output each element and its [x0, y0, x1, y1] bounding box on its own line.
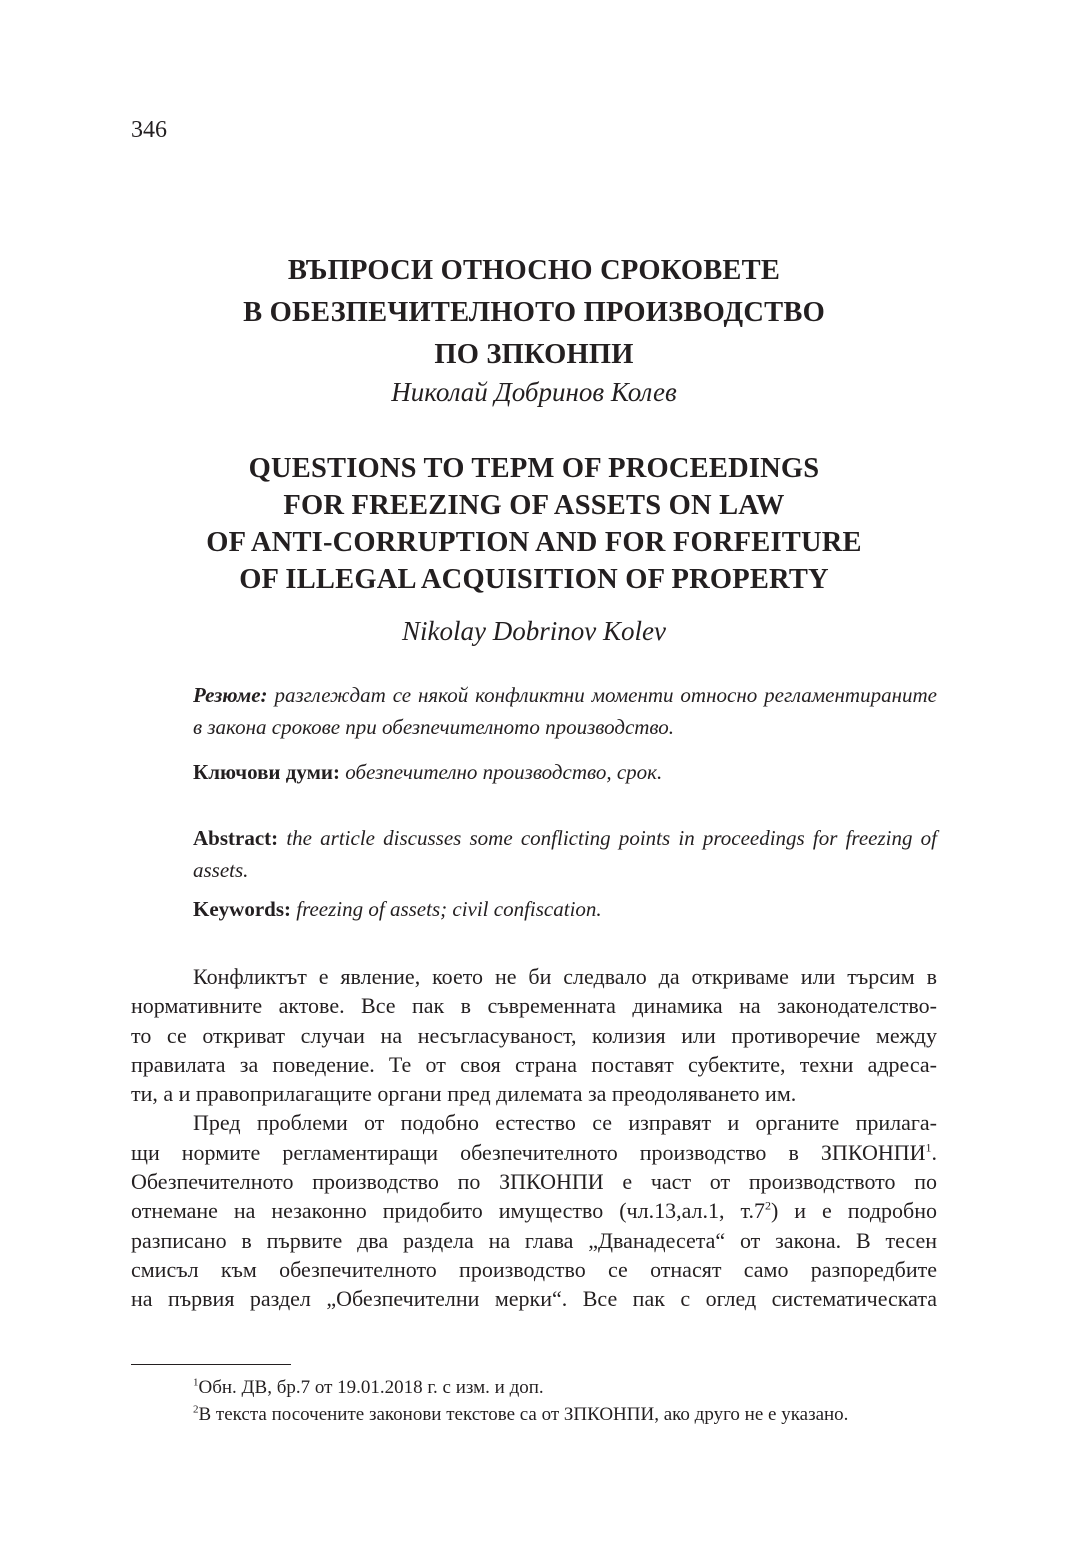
body-text-segment: .: [931, 1139, 937, 1165]
footnote: [193, 1374, 953, 1401]
title-en-line: FOR FREEZING OF ASSETS ON LAW: [283, 490, 785, 521]
body-line: Пред проблеми от подобно естество се изправят и органите прилага-: [193, 1110, 937, 1136]
body-line: [131, 1196, 937, 1225]
title-bg-line: ПО ЗПКОНПИ: [434, 339, 634, 370]
body-text-segment: щи нормите регламентиращи обезпечителното производство в ЗПКОНПИ: [131, 1139, 926, 1165]
body-line: [131, 1138, 937, 1167]
title-bulgarian: [131, 250, 937, 376]
title-bg-line: В ОБЕЗПЕЧИТЕЛНОТО ПРОИЗВОДСТВО: [243, 297, 825, 328]
title-en-line: OF ANTI-CORRUPTION AND FOR FORFEITURE: [206, 527, 862, 558]
keywords-bg-label: Ключови думи:: [193, 760, 341, 784]
resume-text: разглеждат се някой конфликтни моменти относно регламентираните в закона срокове при обезпечителното производство.: [193, 683, 937, 739]
abstract-en: [193, 822, 937, 886]
abstract-en-text: the article discusses some conflicting points in proceedings for freezing of assets.: [193, 826, 937, 882]
keywords-en-label: Keywords:: [193, 897, 291, 921]
footnote-text: В текста посочените законови текстове са от ЗПКОНПИ, ако друго не е указано.: [198, 1404, 849, 1425]
title-english: [131, 450, 937, 598]
title-en-line: OF ILLEGAL ACQUISITION OF PROPERTY: [239, 564, 829, 595]
keywords-en: [193, 893, 937, 925]
author-english: Nikolay Dobrinov Kolev: [402, 616, 666, 646]
title-en-line: QUESTIONS TO TEPM OF PROCEEDINGS: [248, 453, 820, 484]
footnote-text: Обн. ДВ, бр.7 от 19.01.2018 г. с изм. и доп.: [198, 1377, 544, 1398]
keywords-bg: [193, 756, 937, 788]
body-line: Конфликтът е явление, което не би следвало да откриваме или търсим в: [193, 964, 937, 989]
footnote-ref-2: 2: [764, 1199, 771, 1214]
title-bg-line: ВЪПРОСИ ОТНОСНО СРОКОВЕТЕ: [287, 255, 781, 286]
author-bulgarian: Николай Добринов Колев: [391, 377, 677, 407]
body-text-segment: ) и е подробно: [770, 1198, 938, 1224]
body-line: разписано в първите два раздела на глава „Дванадесета“ от закона. В тесен: [131, 1227, 937, 1253]
body-line: Обезпечителното производство по ЗПКОНПИ е част от производството по: [131, 1169, 937, 1195]
body-line: правилата за поведение. Те от своя страна поставят субектите, техни адреса-: [131, 1051, 937, 1077]
footnote-number: 2: [193, 1403, 199, 1416]
resume-label: Резюме:: [193, 683, 268, 707]
body-line: смисъл към обезпечителното производство се отнасят само разпоредбите: [131, 1256, 937, 1282]
keywords-en-text: freezing of assets; civil confiscation.: [291, 897, 602, 921]
body-line: то се откриват случаи на несъгласуваност, колизия или противоречие между: [131, 1022, 937, 1048]
keywords-bg-text: обезпечително производство, срок.: [340, 760, 663, 784]
body-line: нормативните актове. Все пак в съвременната динамика на законодателство-: [131, 993, 937, 1019]
footnotes: [193, 1374, 953, 1428]
page-number: 346: [131, 117, 167, 143]
body-line: ти, а и правоприлагащите органи пред дилемата за преодоляването им.: [131, 1081, 797, 1107]
abstract-en-label: Abstract:: [193, 826, 279, 850]
footnote-ref-1: 1: [925, 1140, 932, 1155]
footnote: [193, 1401, 953, 1428]
footnote-divider: [131, 1364, 291, 1365]
body-line: на първия раздел „Обезпечителни мерки“. Все пак с оглед систематическата: [131, 1286, 937, 1312]
body-text: [131, 962, 937, 1314]
body-text-segment: отнемане на незаконно придобито имущество (чл.13,ал.1, т.7: [131, 1198, 765, 1224]
footnote-number: 1: [193, 1376, 199, 1389]
resume-bg: [193, 679, 937, 743]
